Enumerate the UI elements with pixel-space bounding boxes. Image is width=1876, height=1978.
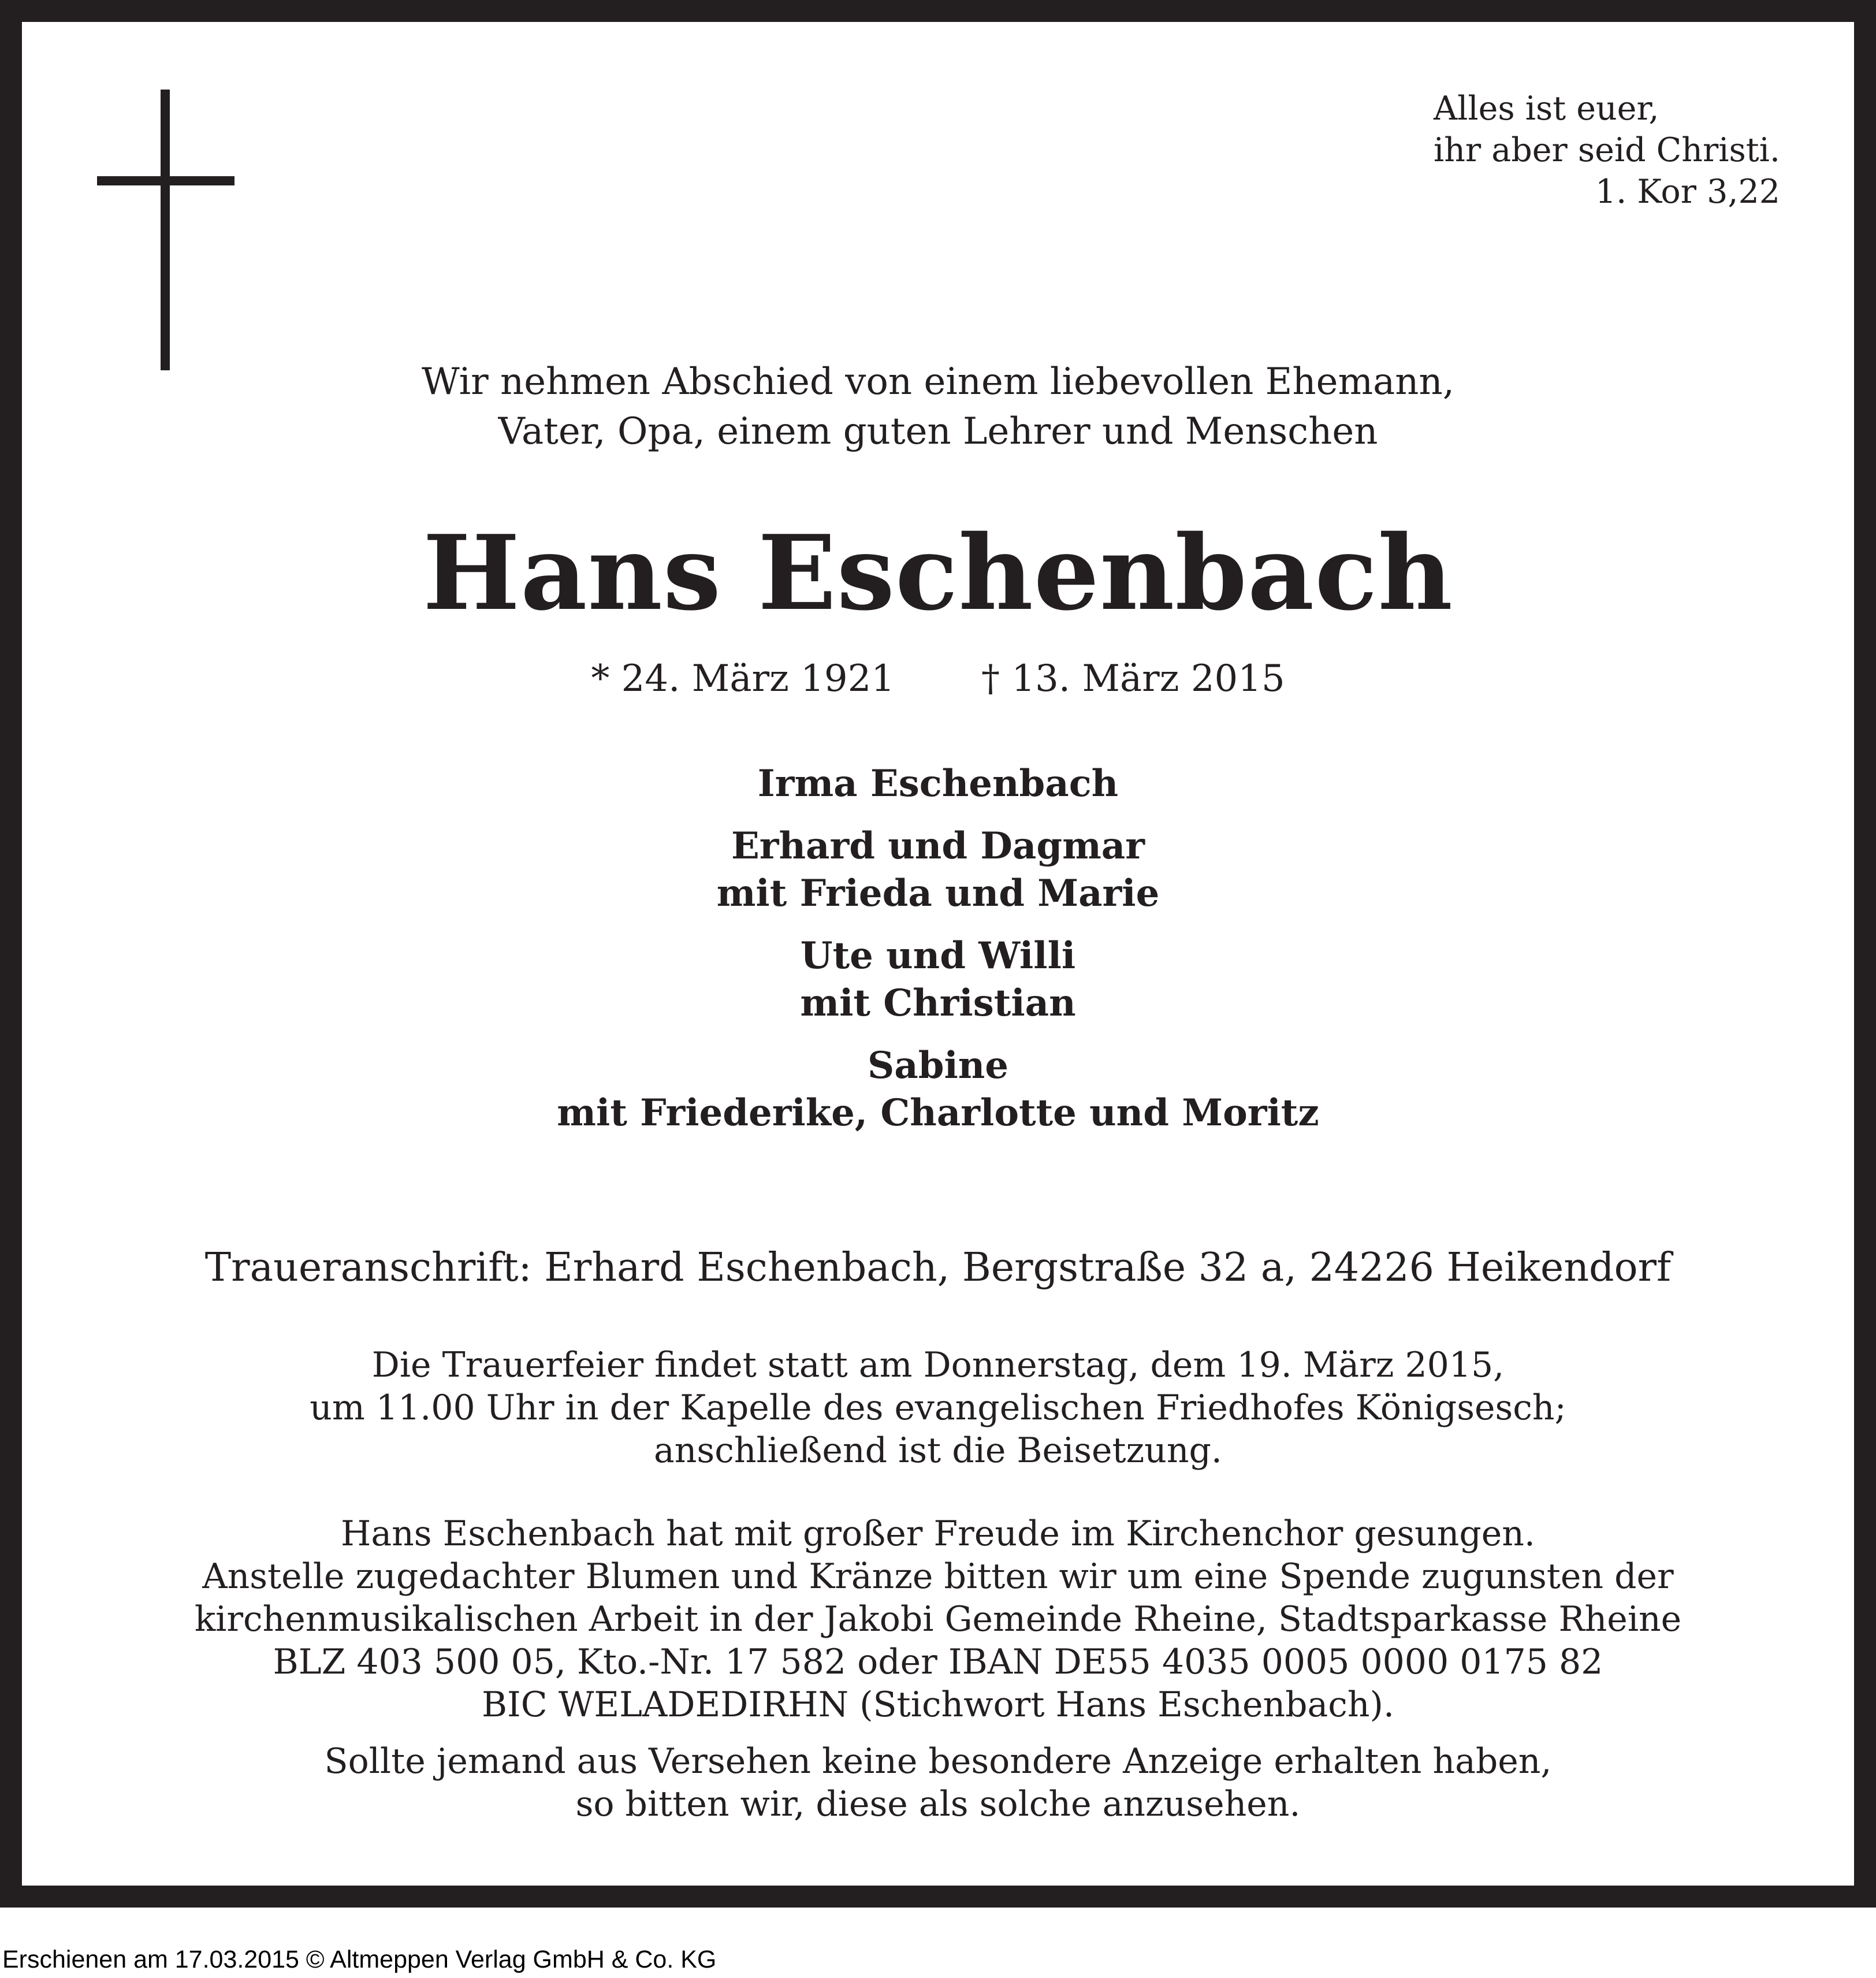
family-member: Ute und Willi [800,934,1076,977]
publication-footer: Erschienen am 17.03.2015 © Altmeppen Verlag GmbH & Co. KG [2,1946,717,1973]
mourning-address [22,1242,1854,1294]
funeral-service-info [22,1344,1854,1472]
family-group [22,932,1854,1027]
family-group [22,1042,1854,1137]
family-member: mit Frieda und Marie [716,872,1160,915]
death-date: † 13. März 2015 [981,657,1285,700]
donation-line: Anstelle zugedachter Blumen und Kränze bitten wir um eine Spende zugunsten der [202,1556,1674,1597]
verse-line: Alles ist euer, [1433,90,1659,128]
verse-reference: 1. Kor 3,22 [1595,173,1780,211]
donation-line: Hans Eschenbach hat mit großer Freude im Kirchenchor gesungen. [341,1514,1535,1554]
cross-vertical-bar [161,90,170,370]
family-group [22,823,1854,917]
intro-line: Wir nehmen Abschied von einem liebevollen Ehemann, [421,360,1455,403]
address-line: Traueranschrift: Erhard Eschenbach, Bergstraße 32 a, 24226 Heikendorf [204,1245,1672,1291]
service-line: um 11.00 Uhr in der Kapelle des evangelischen Friedhofes Königsesch; [310,1388,1566,1428]
donation-line: BLZ 403 500 05, Kto.-Nr. 17 582 oder IBAN DE55 4035 0005 0000 0175 82 [273,1642,1603,1682]
family-member: Erhard und Dagmar [731,824,1145,868]
closing-line: Sollte jemand aus Versehen keine besondere Anzeige erhalten haben, [324,1741,1552,1782]
family-member: mit Christian [800,981,1076,1025]
verse-line: ihr aber seid Christi. [1433,131,1780,169]
family-member: mit Friederike, Charlotte und Moritz [557,1091,1319,1135]
birth-date: * 24. März 1921 [591,657,895,700]
donation-info [22,1512,1854,1726]
cross-horizontal-bar [97,176,234,185]
closing-line: so bitten wir, diese als solche anzusehen. [575,1784,1301,1824]
closing-note [22,1740,1854,1825]
family-member: Sabine [868,1044,1008,1087]
family-group [22,760,1854,808]
family-list [22,760,1854,1152]
service-line: anschließend ist die Beisetzung. [654,1430,1222,1471]
intro-line: Vater, Opa, einem guten Lehrer und Menschen [498,410,1378,453]
intro-text [22,357,1854,456]
donation-line: BIC WELADEDIRHN (Stichwort Hans Eschenbach). [481,1685,1395,1725]
deceased-name: Hans Eschenbach [422,512,1454,633]
life-dates [22,654,1854,704]
family-member: Irma Eschenbach [757,762,1119,805]
bible-verse [1434,88,1780,213]
service-line: Die Trauerfeier findet statt am Donnerstag, dem 19. März 2015, [371,1345,1505,1385]
cross-icon [97,90,234,370]
donation-line: kirchenmusikalischen Arbeit in der Jakobi Gemeinde Rheine, Stadtsparkasse Rheine [194,1599,1682,1639]
